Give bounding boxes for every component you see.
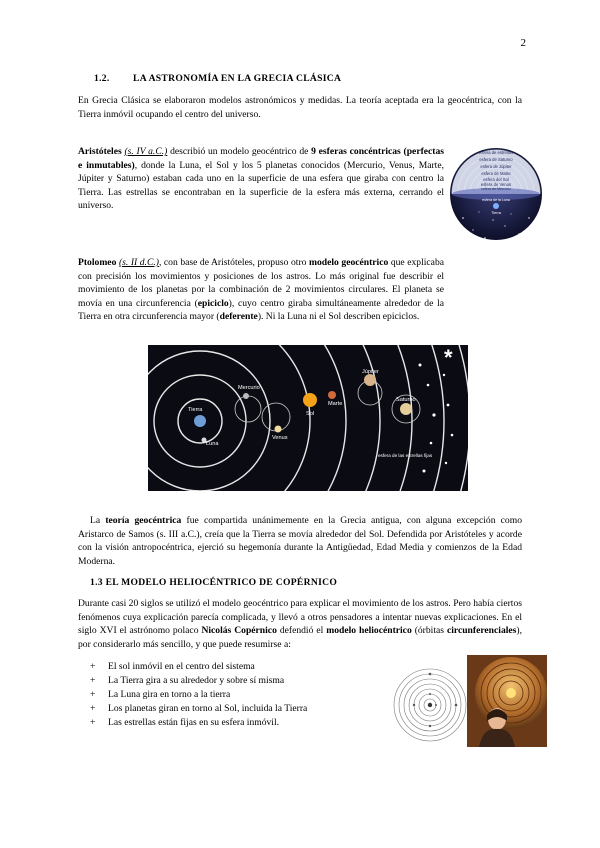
label-venus: Venus [272,435,288,441]
sphere-label: esfera de Mercurio [481,187,511,191]
sphere-label: esfera de la Luna [482,198,510,202]
ptolomeo-date: (s. II d.C.) [118,257,159,268]
label-saturno: Saturno [396,397,416,403]
concentric-spheres-illustration [449,122,543,266]
list-item: + Los planetas giran en torno al Sol, incluida la Tierra [90,702,380,716]
sphere-label: esfera de estrellas [478,150,514,155]
geocentric-paragraph: La teoría geocéntrica fue compartida unánimemente en la Grecia antigua, con alguna excepción como Aristarco de Samos (s. III a.C.), creía que la Tierra se movía alrededor del Sol. Defendida por Aristóteles y acorde con la visión antropocéntrica, ejerció su hegemonía durante la Antigüedad, Edad Media y comienzos de la Edad Moderna. [78,515,522,567]
label-sol: Sol [306,411,315,417]
section-number: 1.2. [94,73,110,84]
label-tierra: Tierra [188,407,203,413]
sphere-label: esfera del Sol [483,177,509,182]
label-luna: Luna [206,441,219,447]
heliocentric-principles-list [90,660,380,730]
aristoteles-date: (s. IV a.C.) [124,146,168,157]
aristoteles-name: Aristóteles [78,146,122,157]
ptolomeo-name: Ptolomeo [78,257,117,268]
label-estrellas-fijas: esfera de las estrellas fijas [378,453,433,458]
list-item: + La Luna gira en torno a la tierra [90,688,380,702]
sphere-label: esfera de Venus [480,182,512,187]
label-mercurio: Mercurio [238,385,260,391]
section-heading-1-2 [94,72,341,86]
list-item: + Las estrellas están fijas en su esfera inmóvil. [90,716,380,730]
star-mark: * [444,345,453,370]
copernico-paragraph: Durante casi 20 siglos se utilizó el modelo geocéntrico para explicar el movimiento de los astros. Pero había ciertos fenómenos cuya explicación parecía complicada, y llevó a otros pensadores a intentar nuevas explicaciones. En el siglo XVI el astrónomo polaco Nicolás Copérnico defendió el modelo heliocéntrico (órbitas circunferenciales), por considerarlo más sencillo, y que puede resumirse a: [78,598,522,650]
label-jupiter: Júpiter [362,369,379,375]
section-title: EL MODELO HELIOCÉNTRICO DE COPÉRNICO [105,577,338,588]
list-item: + El sol inmóvil en el centro del sistema [90,660,380,674]
label-marte: Marte [328,401,343,407]
sphere-label: esfera de Saturno [479,157,513,162]
list-item: + La Tierra gira a su alrededor y sobre sí misma [90,674,380,688]
section-number: 1.3 [90,577,103,588]
heliocentric-sketch [390,668,470,742]
sphere-label: esfera de Júpiter [480,164,512,169]
page-number: 2 [520,37,526,49]
ptolomeo-paragraph-part1: Ptolomeo (s. II d.C.), con base de Aristóteles, propuso otro modelo geocéntrico que explicaba con precisión los movimientos y posiciones de los astros. Lo más original fue describir el movimiento de los planetas por la combinación de 2 movimientos circulares. El planeta se movía en una circunferencia (epiciclo), cuyo centro giraba simultáneamente alrededor de la Tierra en otra circunferencia mayor (deferente). Ni la Luna ni el Sol describen epiciclos. [78,257,444,323]
sphere-label: esfera de Marte [481,171,511,176]
intro-paragraph: En Grecia Clásica se elaboraron modelos astronómicos y medidas. La teoría aceptada era la geocéntrica, con la Tierra inmóvil ocupando el centro del universo. [78,95,522,120]
aristoteles-paragraph: Aristóteles (s. IV a.C.) describió un modelo geocéntrico de 9 esferas concéntricas (perfectas e inmutables), donde la Luna, el Sol y los 5 planetas conocidos (Mercurio, Venus, Marte, Júpiter y Saturno) estaban cada uno en la superficie de una esfera que giraba con centro la Tierra. Las estrellas se encontraban en la superficie de la esfera más externa, cerrando el universo. [78,146,445,212]
copernicus-portrait-illustration [467,655,547,747]
section-title: LA ASTRONOMÍA EN LA GRECIA CLÁSICA [133,73,342,84]
geocentric-model-diagram [148,345,468,491]
section-heading-1-3 [90,576,337,590]
sphere-label: Tierra [491,211,501,215]
